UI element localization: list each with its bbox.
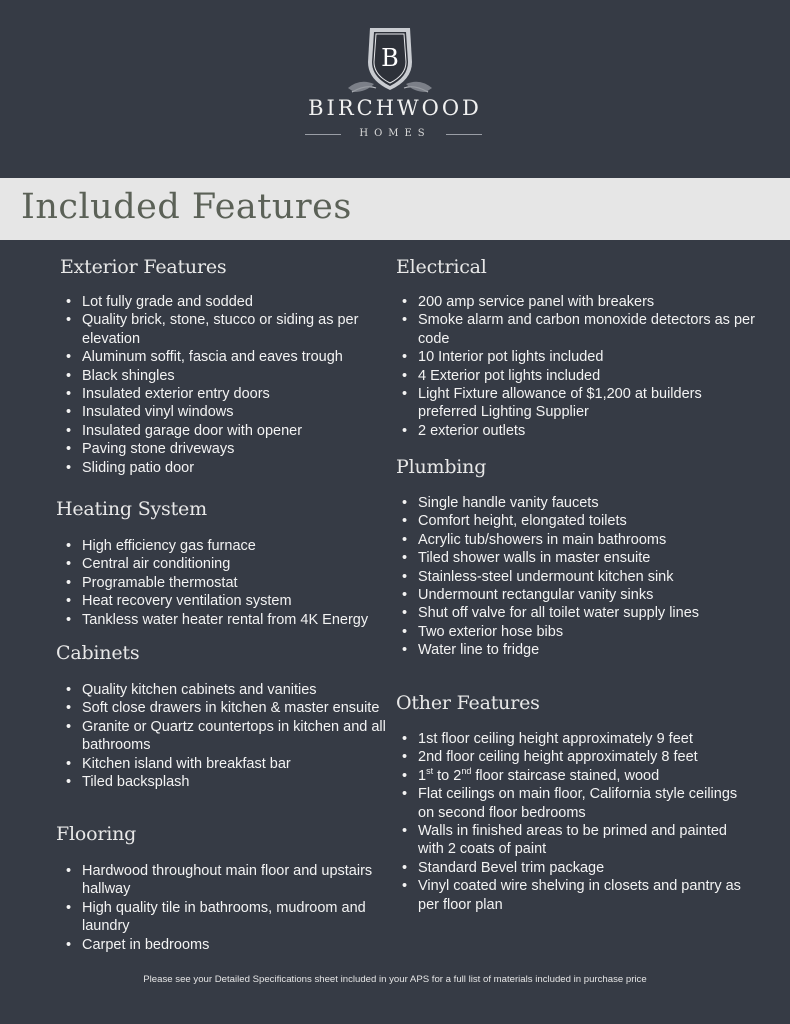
- list-item: • Quality brick, stone, stucco or siding as per elevation: [82, 311, 412, 348]
- flooring-list: [60, 862, 412, 954]
- list-item: • Aluminum soffit, fascia and eaves trough: [82, 348, 412, 366]
- plumbing-title: Plumbing: [396, 456, 487, 478]
- list-item: • Insulated garage door with opener: [82, 422, 412, 440]
- list-item: • Carpet in bedrooms: [82, 936, 412, 954]
- floor-number-1: 1: [418, 767, 427, 784]
- list-item: • Hardwood throughout main floor and upstairs hallway: [82, 862, 412, 899]
- list-item: • 4 Exterior pot lights included: [418, 367, 763, 385]
- ordinal-suffix-2: nd: [461, 765, 472, 776]
- crest-logo-icon: [346, 22, 434, 94]
- list-item: • Acrylic tub/showers in main bathrooms: [418, 531, 778, 549]
- electrical-title: Electrical: [396, 256, 487, 278]
- flooring-title: Flooring: [56, 823, 137, 845]
- list-item: • Flat ceilings on main floor, California style ceilings on second floor bedrooms: [418, 785, 748, 822]
- floor-number-2: 2: [453, 767, 462, 784]
- exterior-features-list: [60, 293, 412, 477]
- list-item: • Insulated exterior entry doors: [82, 385, 412, 403]
- title-banner: [0, 178, 790, 240]
- list-item: • Single handle vanity faucets: [418, 494, 778, 512]
- list-item: • 1st floor ceiling height approximately 9 feet: [418, 730, 748, 748]
- list-item: • Heat recovery ventilation system: [82, 592, 422, 610]
- list-item: • Stainless-steel undermount kitchen sink: [418, 568, 778, 586]
- list-item: • Vinyl coated wire shelving in closets and pantry as per floor plan: [418, 877, 748, 914]
- list-item: • Lot fully grade and sodded: [82, 293, 412, 311]
- heating-system-list: [60, 537, 422, 629]
- list-item: • Insulated vinyl windows: [82, 403, 412, 421]
- list-item: • 2 exterior outlets: [418, 422, 763, 440]
- list-item: • Smoke alarm and carbon monoxide detectors as per code: [418, 311, 763, 348]
- list-item: • Granite or Quartz countertops in kitchen and all bathrooms: [82, 718, 412, 755]
- plumbing-list: [396, 494, 778, 660]
- connector-text: to: [433, 767, 454, 784]
- other-features-title: Other Features: [396, 692, 540, 714]
- list-item: • Sliding patio door: [82, 459, 412, 477]
- list-item: • Soft close drawers in kitchen & master ensuite: [82, 699, 412, 717]
- brand-tagline: HOMES: [359, 128, 431, 139]
- list-item: [418, 767, 748, 785]
- electrical-list: [396, 293, 763, 440]
- brand-name: BIRCHWOOD: [308, 96, 482, 120]
- exterior-features-title: Exterior Features: [60, 256, 227, 278]
- list-item: • High quality tile in bathrooms, mudroom and laundry: [82, 899, 412, 936]
- list-item: • Quality kitchen cabinets and vanities: [82, 681, 412, 699]
- list-item: • Standard Bevel trim package: [418, 859, 748, 877]
- cabinets-list: [60, 681, 412, 791]
- list-item: • Kitchen island with breakfast bar: [82, 755, 412, 773]
- crest-letter: B: [381, 44, 399, 72]
- list-item: • Two exterior hose bibs: [418, 623, 778, 641]
- list-item: • High efficiency gas furnace: [82, 537, 422, 555]
- list-item: • Walls in finished areas to be primed and painted with 2 coats of paint: [418, 822, 748, 859]
- list-item: • Central air conditioning: [82, 555, 422, 573]
- heating-system-title: Heating System: [56, 498, 207, 520]
- cabinets-title: Cabinets: [56, 642, 140, 664]
- list-item: • 200 amp service panel with breakers: [418, 293, 763, 311]
- list-item: • 10 Interior pot lights included: [418, 348, 763, 366]
- brand-header: [0, 0, 790, 178]
- page-title: Included Features: [21, 187, 352, 227]
- ordinal-suffix-1: st: [426, 765, 434, 776]
- list-item: • Comfort height, elongated toilets: [418, 512, 778, 530]
- list-item: • Undermount rectangular vanity sinks: [418, 586, 778, 604]
- list-item: • Water line to fridge: [418, 641, 778, 659]
- other-features-list: [396, 730, 748, 914]
- list-item: • Black shingles: [82, 367, 412, 385]
- list-item: • Programable thermostat: [82, 574, 422, 592]
- list-item: • Light Fixture allowance of $1,200 at builders preferred Lighting Supplier: [418, 385, 763, 422]
- list-item: • Tankless water heater rental from 4K Energy: [82, 611, 422, 629]
- tagline-rule-right: [446, 134, 482, 135]
- list-item: • 2nd floor ceiling height approximately 8 feet: [418, 748, 748, 766]
- list-item: • Tiled backsplash: [82, 773, 412, 791]
- list-item: • Paving stone driveways: [82, 440, 412, 458]
- list-item: • Tiled shower walls in master ensuite: [418, 549, 778, 567]
- footer-note: Please see your Detailed Specifications sheet included in your APS for a full list of materials included in purchase price: [143, 974, 647, 985]
- staircase-text: floor staircase stained, wood: [471, 767, 660, 784]
- list-item: • Shut off valve for all toilet water supply lines: [418, 604, 778, 622]
